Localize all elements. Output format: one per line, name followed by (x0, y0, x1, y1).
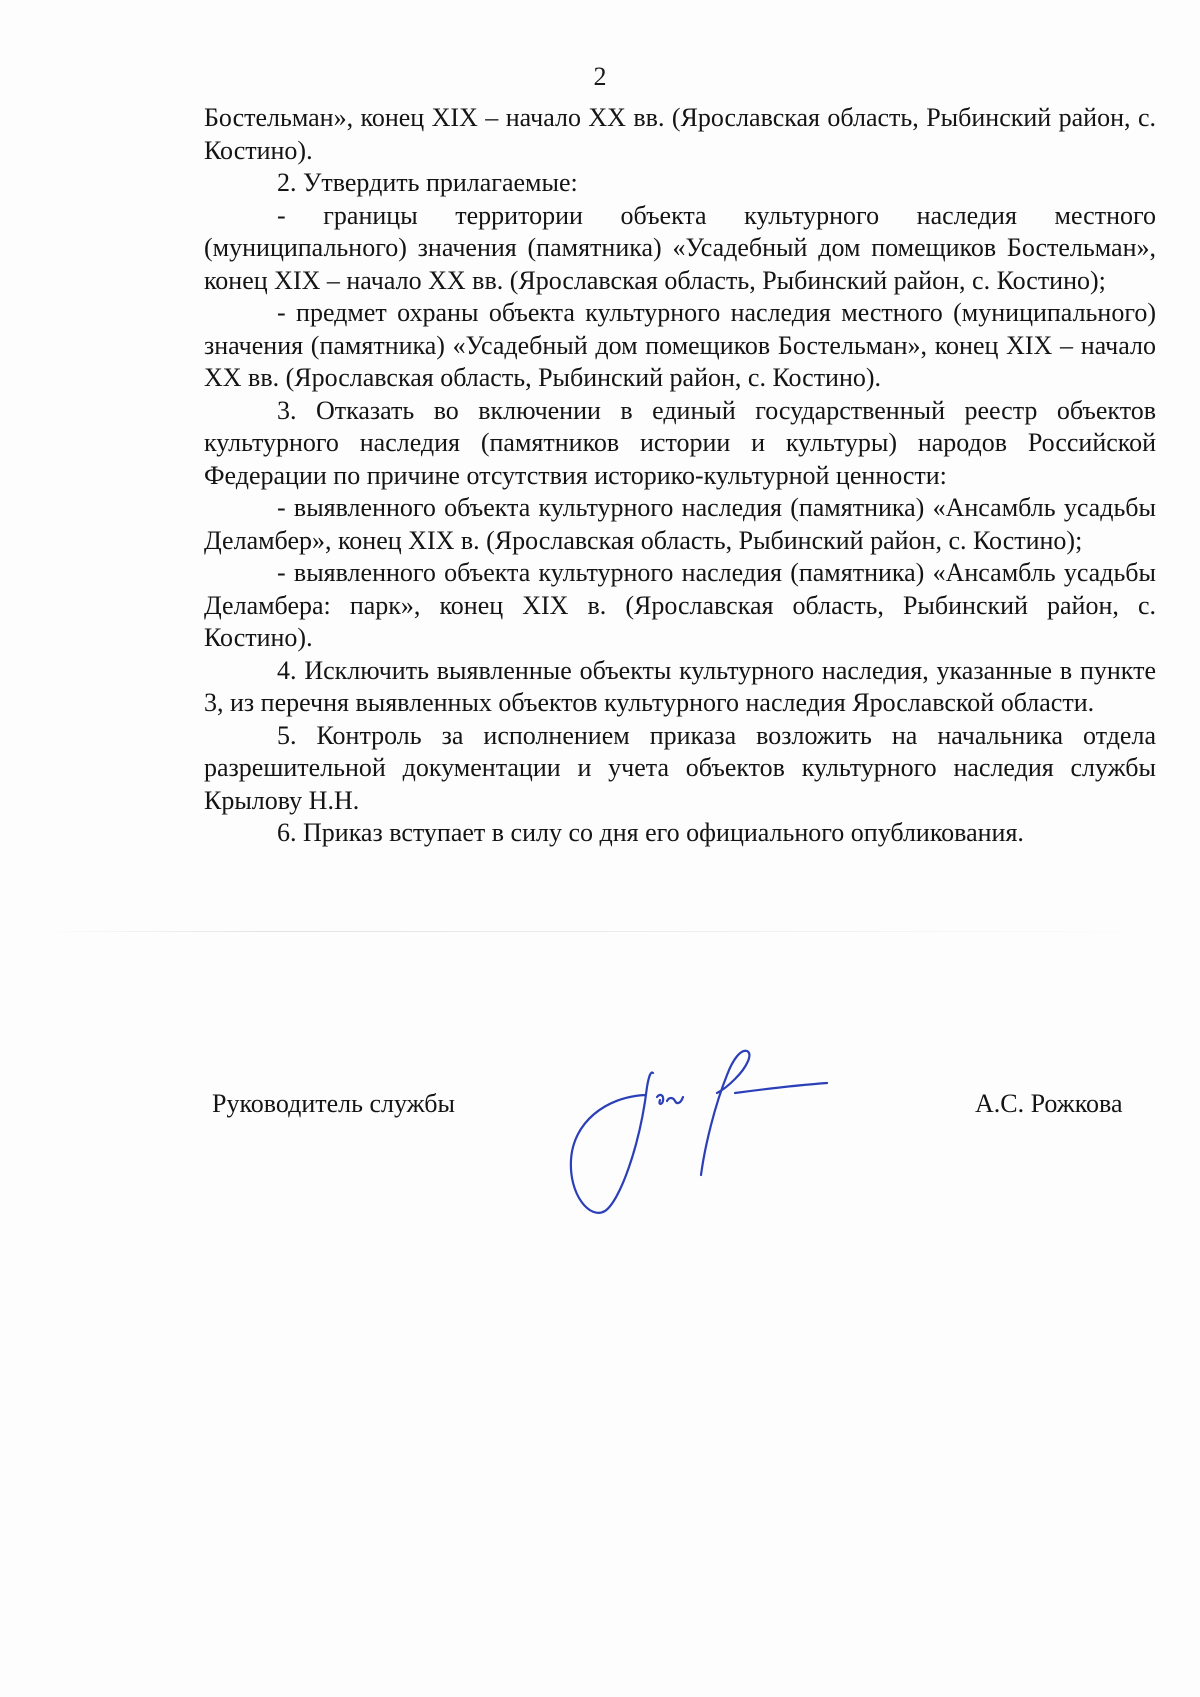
paragraph-item-3: 3. Отказать во включении в единый государственный реестр объектов культурного наследия (памятников истории и культуры) народов Российской Федерации по причине отсутствия историко-культурной ценности: (204, 395, 1156, 490)
signature-scribble-stroke (657, 1095, 683, 1104)
paragraph-item-6: 6. Приказ вступает в силу со дня его официального опубликования. (277, 818, 1024, 847)
paragraph-subitem-park: - выявленного объекта культурного наследия (памятника) «Ансамбль усадьбы Деламбера: парк», конец XIX в. (Ярославская область, Рыбинский район, с. Костино). (204, 558, 1156, 652)
scan-artifact-line (40, 931, 1170, 932)
signatory-name: А.С. Рожкова (975, 1089, 1123, 1118)
page-number: 2 (593, 62, 607, 91)
paragraph-item-5: 5. Контроль за исполнением приказа возложить на начальника отдела разрешительной документации и учета объектов культурного наследия службы Крылову Н.Н. (204, 720, 1156, 815)
paragraph-item-4: 4. Исключить выявленные объекты культурного наследия, указанные в пункте 3, из перечня выявленных объектов культурного наследия Ярославской области. (204, 655, 1156, 717)
paragraph-item-2: 2. Утвердить прилагаемые: (277, 168, 578, 197)
signature-vertical-stroke (701, 1051, 749, 1175)
paragraph-subitem-ensemble: - выявленного объекта культурного наследия (памятника) «Ансамбль усадьбы Деламбер», конец XIX в. (Ярославская область, Рыбинский район, с. Костино); (204, 493, 1156, 555)
signatory-title: Руководитель службы (212, 1089, 455, 1118)
paragraph-subitem-boundaries: - границы территории объекта культурного наследия местного (муниципального) значения (памятника) «Усадебный дом помещиков Бостельман», конец XIX – начало XX вв. (Ярославская область, Рыбинский район, с. Костино); (204, 200, 1156, 295)
signature-horizontal-stroke (735, 1083, 827, 1093)
document-body (204, 102, 1156, 850)
paragraph-continuation: Бостельман», конец XIX – начало XX вв. (Ярославская область, Рыбинский район, с. Костино). (204, 103, 1156, 165)
paragraph-subitem-protection: - предмет охраны объекта культурного наследия местного (муниципального) значения (памятника) «Усадебный дом помещиков Бостельман», конец XIX – начало XX вв. (Ярославская область, Рыбинский район, с. Костино). (204, 298, 1156, 392)
signature-loop-stroke (571, 1073, 653, 1213)
handwritten-signature (565, 1035, 865, 1235)
